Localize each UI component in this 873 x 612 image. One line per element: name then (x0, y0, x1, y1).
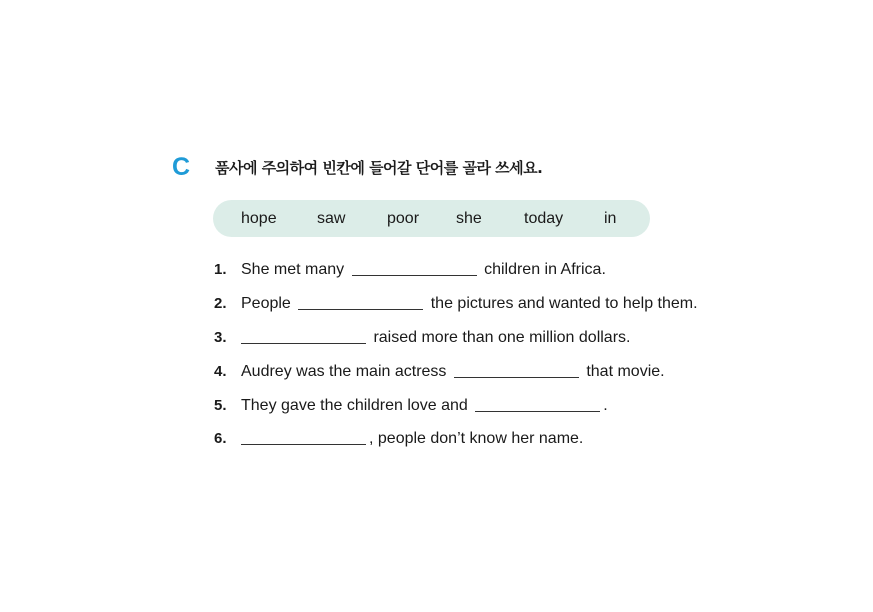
exercise-item (214, 361, 665, 381)
word-bank-item: poor (387, 210, 420, 227)
item-text-before: Audrey was the main actress (241, 363, 447, 380)
item-text-after: the pictures and wanted to help them. (430, 295, 698, 312)
exercise-item (214, 293, 698, 313)
item-text-after: that movie. (586, 363, 665, 380)
word-bank-item: she (456, 210, 482, 227)
exercise-item (214, 428, 583, 448)
item-text-before: She met many (241, 261, 345, 278)
word-bank-item: today (524, 210, 564, 227)
answer-blank[interactable] (241, 329, 366, 344)
item-number: 2. (214, 295, 227, 312)
item-text-after: , people don’t know her name. (369, 430, 584, 447)
item-number: 3. (214, 329, 227, 346)
word-bank-item: hope (241, 210, 277, 227)
item-text-before: They gave the children love and (241, 397, 468, 414)
word-bank-item: saw (317, 210, 346, 227)
item-text-after: raised more than one million dollars. (373, 329, 631, 346)
answer-blank[interactable] (352, 261, 477, 276)
item-number: 1. (214, 261, 227, 278)
item-number: 5. (214, 397, 227, 414)
exercise-item (214, 327, 630, 347)
item-text-after: . (603, 397, 608, 414)
word-bank-item: in (604, 210, 617, 227)
exercise-item (214, 395, 608, 415)
item-number: 4. (214, 363, 227, 380)
section-letter: C (172, 153, 191, 181)
item-text-after: children in Africa. (484, 261, 606, 278)
exercise-item (214, 259, 606, 279)
answer-blank[interactable] (241, 430, 366, 445)
answer-blank[interactable] (475, 397, 600, 412)
answer-blank[interactable] (454, 363, 579, 378)
item-number: 6. (214, 430, 227, 447)
instruction-text: 품사에 주의하여 빈칸에 들어갈 단어를 골라 쓰세요. (215, 159, 543, 177)
answer-blank[interactable] (298, 295, 423, 310)
item-text-before: People (241, 295, 291, 312)
word-bank (213, 200, 650, 237)
